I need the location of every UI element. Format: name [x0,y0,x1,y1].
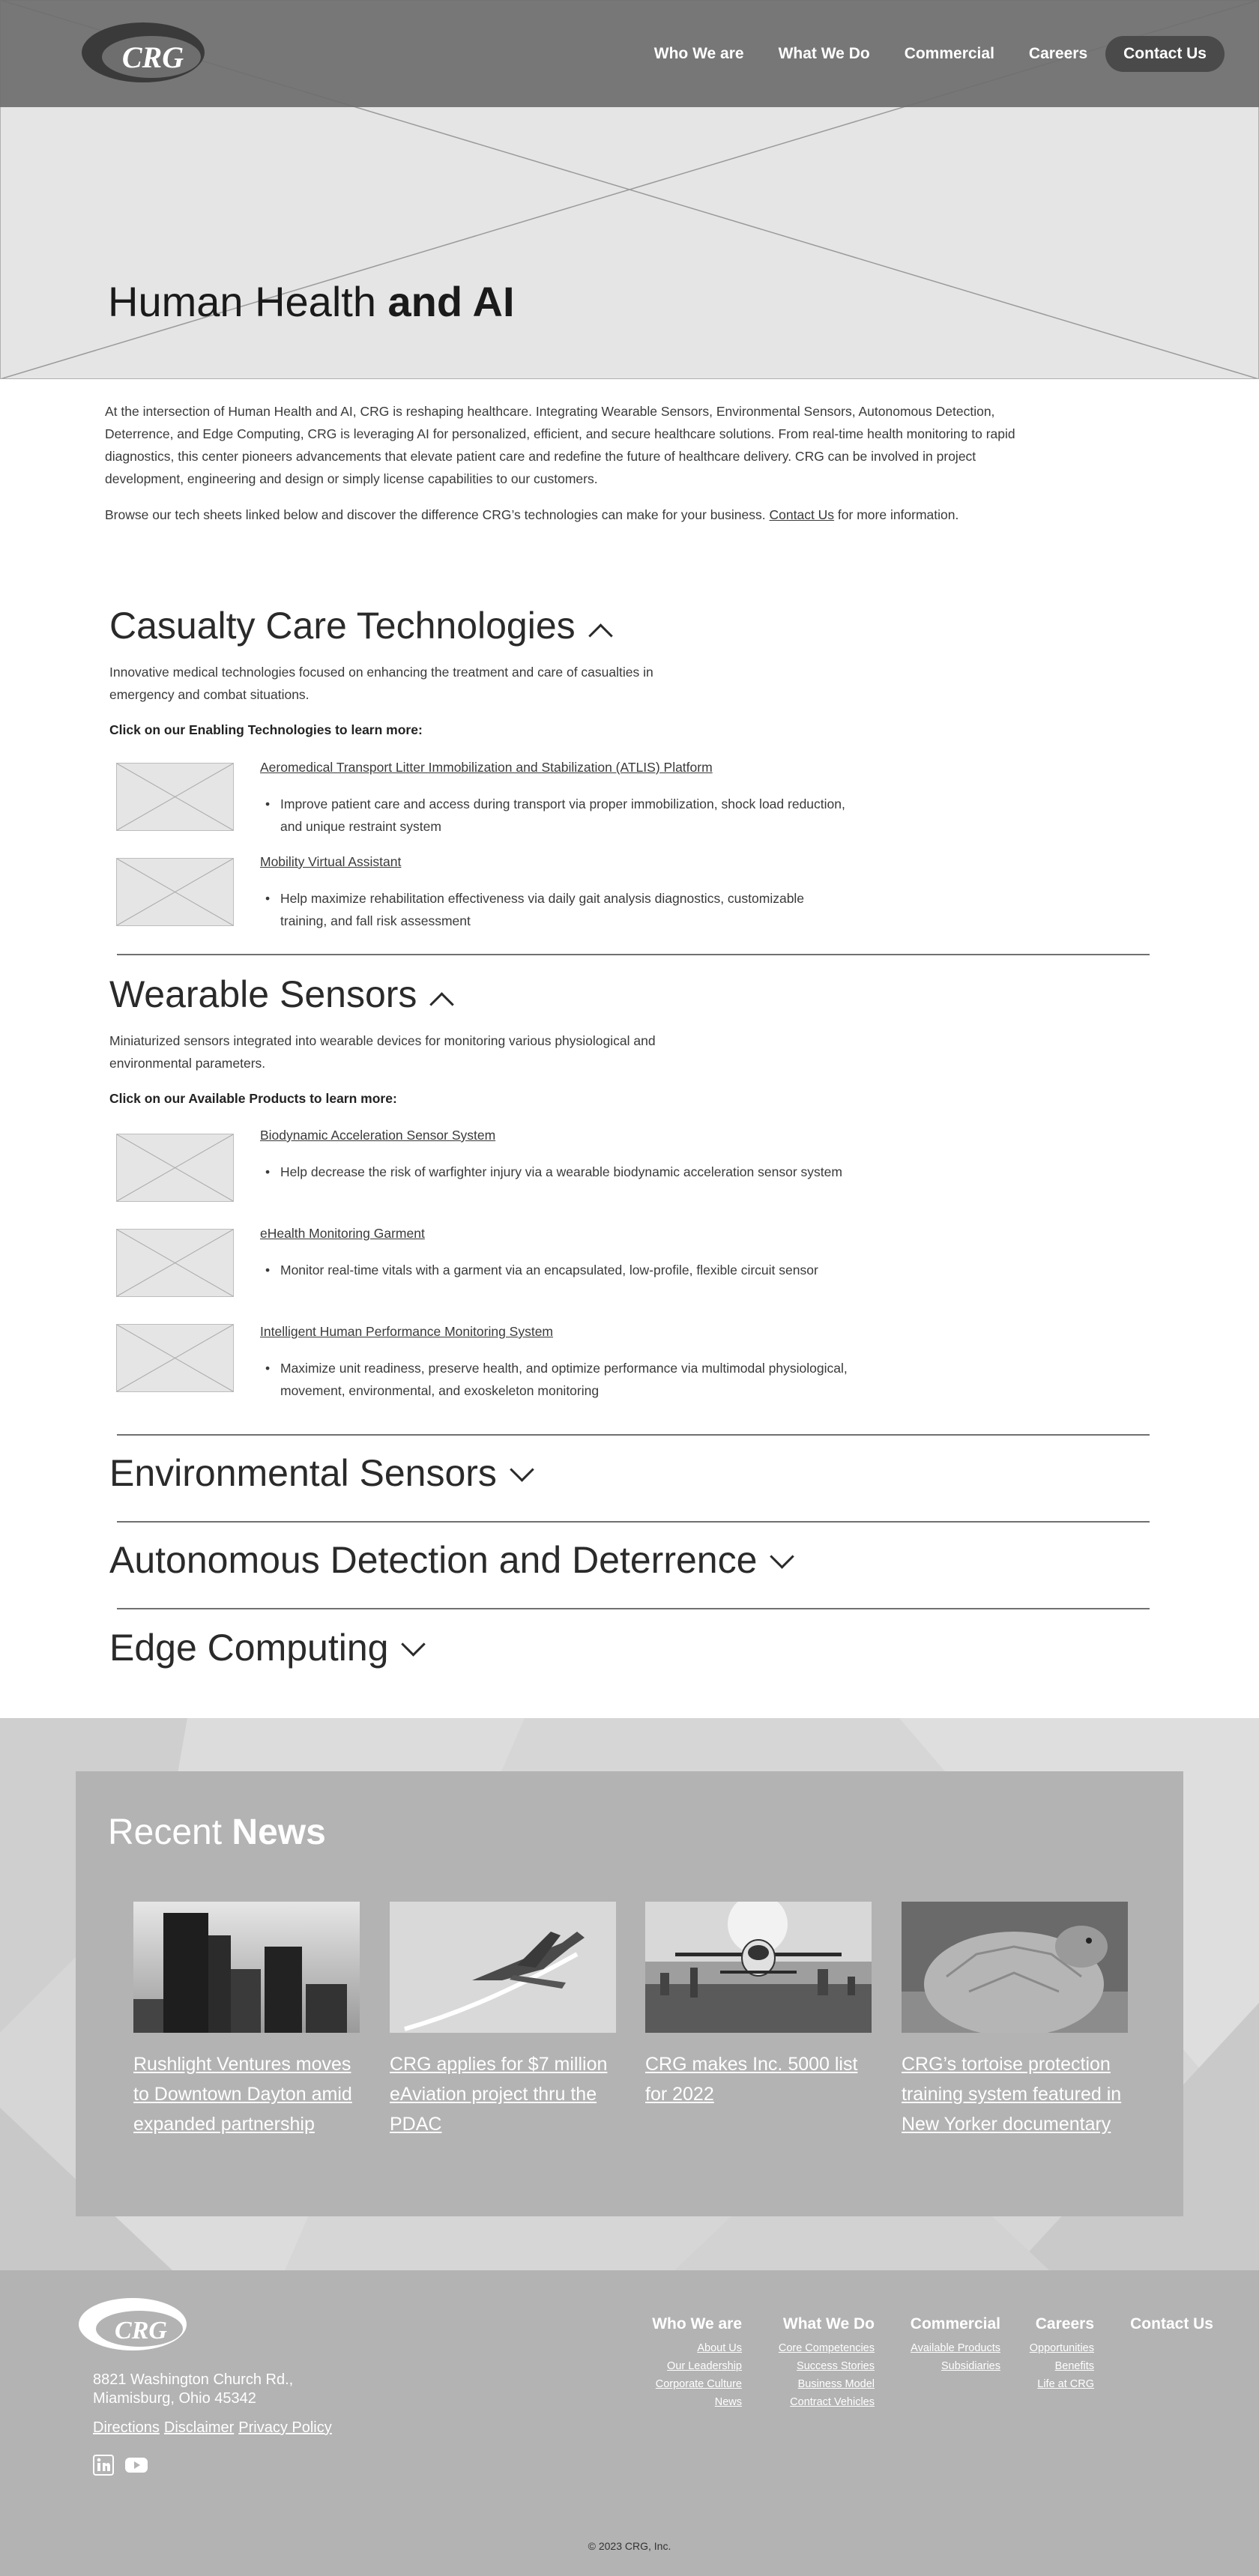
product-link-mobility-assistant[interactable]: Mobility Virtual Assistant [260,854,402,869]
footer-address [93,2371,293,2408]
news-link[interactable]: CRG makes Inc. 5000 list for 2022 [645,2054,858,2105]
chevron-up-icon[interactable] [430,992,455,1017]
page-title [108,277,515,326]
footer-link-available-products[interactable]: Available Products [911,2342,1000,2354]
nav-careers[interactable]: Careers [1028,45,1088,62]
product-bullet: • Monitor real-time vitals with a garment via an encapsulated, low-profile, flexible circuit sensor [280,1259,850,1281]
intro-contact-link[interactable]: Contact Us [769,507,835,522]
footer-head-who-we-are[interactable]: Who We are [652,2315,742,2332]
footer-crg-logo[interactable] [76,2295,189,2353]
news-heading [108,1812,326,1853]
address-line-2: Miamisburg, Ohio 45342 [93,2390,256,2407]
footer-link-benefits[interactable]: Benefits [1054,2360,1094,2372]
footer-link-our-leadership[interactable]: Our Leadership [667,2360,742,2372]
accordion-title: Edge Computing [109,1627,389,1669]
section-divider [117,1521,1150,1523]
section-divider [117,954,1150,955]
address-line-1: 8821 Washington Church Rd., [93,2371,294,2388]
footer-link-corporate-culture[interactable]: Corporate Culture [655,2378,742,2390]
chevron-down-icon[interactable] [770,1544,795,1569]
intro-paragraph-2-text: Browse our tech sheets linked below and discover the difference CRG’s technologies can make for your business. [105,507,770,522]
accordion-title: Autonomous Detection and Deterrence [109,1539,758,1581]
directions-link[interactable]: Directions [93,2419,160,2436]
evtol-drone-image[interactable] [645,1902,872,2033]
footer-link-business-model[interactable]: Business Model [797,2378,875,2390]
nav-who-we-are[interactable]: Who We are [653,45,744,62]
section-description: Miniaturized sensors integrated into wearable devices for monitoring various physiological and environmental parameters. [109,1033,656,1071]
youtube-icon[interactable] [124,2455,148,2476]
linkedin-icon[interactable] [93,2455,114,2476]
footer-head-what-we-do[interactable]: What We Do [782,2315,875,2332]
product-link-human-performance[interactable]: Intelligent Human Performance Monitoring System [260,1324,554,1339]
hero-banner [0,0,1259,379]
accordion-header-casualty-care[interactable] [109,604,609,647]
intro-paragraph-2-end: for more information. [834,507,959,522]
footer-link-subsidiaries[interactable]: Subsidiaries [941,2360,1000,2372]
page-title-light: Human Health [108,278,388,325]
product-bullet: • Help decrease the risk of warfighter injury via a wearable biodynamic acceleration sensor system [280,1161,850,1183]
product-bullet: • Maximize unit readiness, preserve health, and optimize performance via multimodal physiological, movement, environmental, and exoskeleton monitoring [280,1357,850,1402]
crg-logo[interactable] [79,18,207,87]
news-card[interactable] [902,1902,1128,2139]
product-thumbnail[interactable] [116,858,234,926]
footer-link-news[interactable]: News [714,2396,742,2408]
footer-link-success-stories[interactable]: Success Stories [797,2360,875,2372]
accordion-title: Casualty Care Technologies [109,605,576,647]
chevron-down-icon[interactable] [510,1457,534,1482]
tortoise-image[interactable] [902,1902,1128,2033]
footer-head-careers[interactable]: Careers [1035,2315,1094,2332]
footer-logo-text: CRG [115,2317,167,2344]
accordion-header-autonomous-detection[interactable] [109,1538,791,1582]
accordion-title: Wearable Sensors [109,973,417,1015]
accordion-header-environmental-sensors[interactable] [109,1451,531,1495]
logo-text: CRG [121,40,184,74]
accordion-title: Environmental Sensors [109,1452,497,1494]
section-divider [117,1434,1150,1436]
footer-link-contract-vehicles[interactable]: Contract Vehicles [790,2396,875,2408]
footer-link-about-us[interactable]: About Us [697,2342,742,2354]
nav-what-we-do[interactable]: What We Do [778,45,870,62]
disclaimer-link[interactable]: Disclaimer [163,2419,235,2436]
footer-column-careers [1030,2315,1094,2393]
top-navigation-bar [0,0,1259,107]
nav-commercial[interactable]: Commercial [904,45,994,62]
section-divider [117,1608,1150,1609]
news-card[interactable] [133,1902,360,2139]
product-thumbnail[interactable] [116,1134,234,1202]
footer-head-contact-us[interactable]: Contact Us [1130,2315,1213,2332]
product-link-biodynamic-sensor[interactable]: Biodynamic Acceleration Sensor System [260,1128,496,1143]
product-link-ehealth-garment[interactable]: eHealth Monitoring Garment [260,1226,425,1241]
footer-link-core-competencies[interactable]: Core Competencies [778,2342,875,2354]
product-thumbnail[interactable] [116,1229,234,1297]
accordion-header-edge-computing[interactable] [109,1626,422,1669]
section-cta: Click on our Available Products to learn more: [109,1091,397,1106]
product-thumbnail[interactable] [116,763,234,831]
page-title-bold: and AI [387,278,515,325]
social-links [93,2455,148,2476]
news-link[interactable]: CRG’s tortoise protection training system featured in New Yorker documentary [902,2054,1122,2135]
news-link[interactable]: Rushlight Ventures moves to Downtown Dayton amid expanded partnership [133,2054,352,2135]
news-heading-light: Recent [108,1812,232,1852]
footer-link-life-at-crg[interactable]: Life at CRG [1037,2378,1094,2390]
footer-column-commercial [911,2315,1000,2375]
intro-text [105,400,1019,539]
section-cta: Click on our Enabling Technologies to learn more: [109,722,423,737]
footer-column-what-we-do [779,2315,875,2411]
jet-aircraft-image[interactable] [390,1902,616,2033]
footer-head-commercial[interactable]: Commercial [910,2315,1000,2332]
product-link-atlis[interactable]: Aeromedical Transport Litter Immobilization and Stabilization (ATLIS) Platform [260,760,713,775]
contact-us-button[interactable]: Contact Us [1105,36,1225,72]
copyright-text: © 2023 CRG, Inc. [588,2540,671,2552]
news-heading-bold: News [232,1812,326,1852]
main-nav [620,36,1225,72]
city-skyline-image[interactable] [133,1902,360,2033]
news-link[interactable]: CRG applies for $7 million eAviation project thru the PDAC [390,2054,608,2135]
footer-column-contact-us [1130,2315,1213,2339]
intro-paragraph-1: At the intersection of Human Health and AI, CRG is reshaping healthcare. Integrating Wearable Sensors, Environmental Sensors, Autonomous Detection, Deterrence, and Edge Computing, CRG is leveraging AI for personalized, efficient, and secure healthcare solutions. From real-time health monitoring to rapid diagnostics, this center pioneers advancements that elevate patient care and redefine the future of healthcare delivery. CRG can be involved in project development, engineering and design or simply license capabilities to our customers. [105,404,1015,486]
news-card[interactable] [645,1902,872,2109]
news-card[interactable] [390,1902,616,2139]
footer-link-opportunities[interactable]: Opportunities [1029,2342,1094,2354]
footer-legal-links [93,2419,336,2437]
chevron-up-icon[interactable] [588,623,613,648]
chevron-down-icon[interactable] [402,1632,426,1657]
intro-paragraph-2 [105,504,1019,526]
product-bullet: • Improve patient care and access during transport via proper immobilization, shock load reduction, and unique restraint system [280,793,850,838]
accordion-header-wearable-sensors[interactable] [109,973,450,1016]
product-bullet: • Help maximize rehabilitation effectiveness via daily gait analysis diagnostics, customizable training, and fall risk assessment [280,887,850,932]
section-description: Innovative medical technologies focused on enhancing the treatment and care of casualties in emergency and combat situations. [109,665,653,702]
product-thumbnail[interactable] [116,1324,234,1392]
footer-column-who-we-are [652,2315,742,2411]
privacy-policy-link[interactable]: Privacy Policy [238,2419,332,2436]
